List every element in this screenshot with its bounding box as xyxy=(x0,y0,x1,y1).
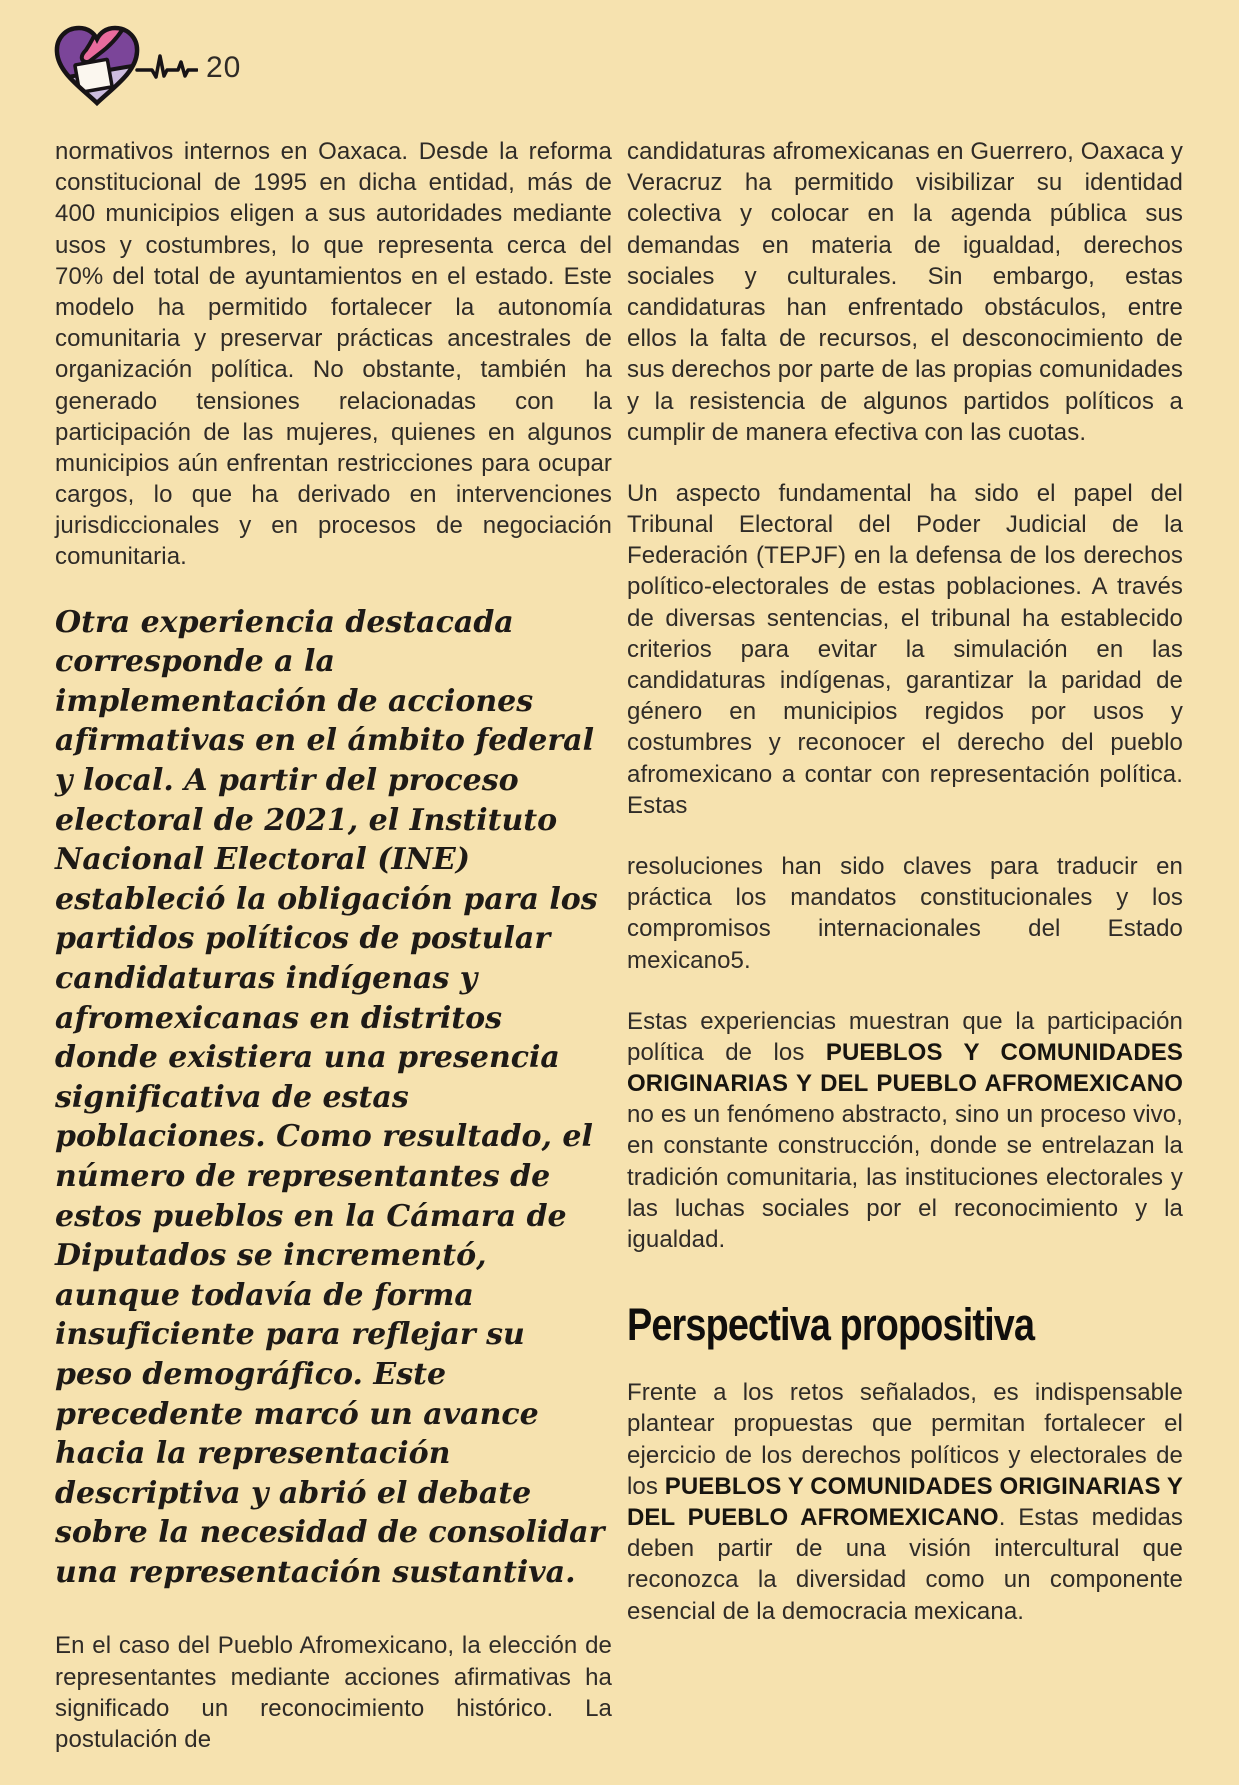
paragraph-experiencias xyxy=(627,1006,1183,1256)
right-column xyxy=(627,136,1183,1657)
ekg-heartbeat-line xyxy=(137,56,197,77)
page-header xyxy=(50,20,241,112)
paragraph-resoluciones: resoluciones han sido claves para traducir en práctica los mandatos constitucionales y los compromisos internacionales del Estado mexicano5. xyxy=(627,852,1183,974)
text-segment: no es un fenómeno abstracto, sino un proceso vivo, en constante construcción, donde se entrelazan la tradición comunitaria, las instituciones electorales y las luchas sociales por el reconocimiento y la igualdad. xyxy=(627,1101,1183,1253)
heart-ballot-logo xyxy=(50,20,198,112)
section-heading-perspectiva-propositiva: Perspectiva propositiva xyxy=(627,1299,1035,1351)
paragraph-pueblo-afromexicano: En el caso del Pueblo Afromexicano, la elección de representantes mediante acciones afirmativas ha significado un reconocimiento histórico. La postulación de xyxy=(55,1632,612,1754)
paragraph-perspectiva xyxy=(627,1377,1183,1627)
paragraph-normativos: normativos internos en Oaxaca. Desde la reforma constitucional de 1995 en dicha entidad, más de 400 municipios eligen a sus autoridades mediante usos y costumbres, lo que representa cerca del 70% del total de ayuntamientos en el estado. Este modelo ha permitido fortalecer la autonomía comunitaria y preservar prácticas ancestrales de organización política. No obstante, también ha generado tensiones relacionadas con la participación de las mujeres, quienes en algunos municipios aún enfrentan restricciones para ocupar cargos, lo que ha derivado en intervenciones jurisdiccionales y en procesos de negociación comunitaria. xyxy=(55,138,612,571)
paragraph-tribunal-tepjf: Un aspecto fundamental ha sido el papel del Tribunal Electoral del Poder Judicial de la Federación (TEPJF) en la defensa de los derechos político-electorales de estas poblaciones. A través de diversas sentencias, el tribunal ha establecido criterios para evitar la simulación en las candidaturas indígenas, garantizar la paridad de género en municipios regidos por usos y costumbres y reconocer el derecho del pueblo afromexicano a contar con representación política. Estas xyxy=(627,479,1183,819)
text-segment: Estas experiencias muestran que la participación política de los xyxy=(627,1007,1183,1066)
page-number: 20 xyxy=(206,51,242,84)
heart-ballot-ekg-icon xyxy=(50,20,198,112)
text-segment: Frente a los retos señalados, es indispensable plantear propuestas que permitan fortalecer el ejercicio de los derechos políticos y electorales de los xyxy=(627,1379,1183,1500)
paragraph-candidaturas: candidaturas afromexicanas en Guerrero, Oaxaca y Veracruz ha permitido visibilizar su identidad colectiva y colocar en la agenda pública sus demandas en materia de igualdad, derechos sociales y culturales. Sin embargo, estas candidaturas han enfrentado obstáculos, entre ellos la falta de recursos, el desconocimiento de sus derechos por parte de las propias comunidades y la resistencia de algunos partidos políticos a cumplir de manera efectiva con las cuotas. xyxy=(627,138,1183,446)
emphasis-pueblos-comunidades: PUEBLOS Y COMUNIDADES ORIGINARIAS Y DEL PUEBLO AFROMEXICANO xyxy=(627,1038,1183,1098)
text-segment: . Estas medidas deben partir de una visión intercultural que reconozca la diversidad como un componente esencial de la democracia mexicana. xyxy=(627,1503,1183,1625)
emphasis-pueblos-comunidades: PUEBLOS Y COMUNIDADES ORIGINARIAS Y DEL PUEBLO AFROMEXICANO xyxy=(627,1472,1183,1531)
pullquote-acciones-afirmativas: Otra experiencia destacada corresponde a la implementación de acciones afirmativas en el ámbito federal y local. A partir del proceso electoral de 2021, el Instituto Nacional Electoral (INE) estableció la obligación para los partidos políticos de postular candidaturas indígenas y afromexicanas en distritos donde existiera una presencia significativa de estas poblaciones. Como resultado, el número de representantes de estos pueblos en la Cámara de Diputados se incrementó, aunque todavía de forma insuficiente para reflejar su peso demográfico. Este precedente marcó un avance hacia la representación descriptiva y abrió el debate sobre la necesidad de consolidar una representación sustantiva. xyxy=(55,604,605,1590)
left-column xyxy=(55,136,612,1785)
